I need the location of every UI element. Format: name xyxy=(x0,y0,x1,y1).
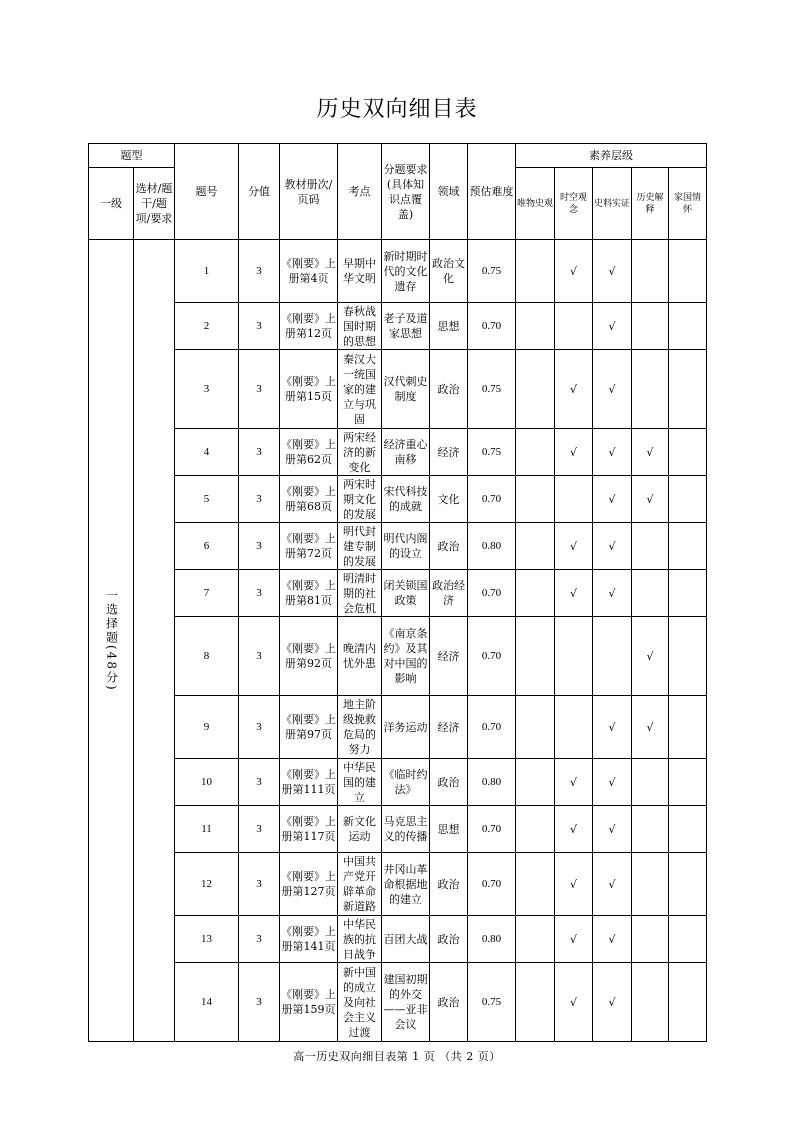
literacy-check xyxy=(669,916,707,963)
question-number: 6 xyxy=(175,523,239,570)
detail-table xyxy=(88,143,707,1042)
literacy-check xyxy=(632,570,669,617)
header-tihao: 题号 xyxy=(175,144,239,240)
literacy-check xyxy=(632,853,669,916)
literacy-check xyxy=(516,853,555,916)
literacy-check xyxy=(516,916,555,963)
table-row xyxy=(89,759,707,806)
header-jiaguo: 家国情怀 xyxy=(669,168,707,240)
table-row xyxy=(89,916,707,963)
header-suyang: 素养层级 xyxy=(516,144,707,168)
literacy-check xyxy=(593,617,632,696)
estimated-difficulty: 0.75 xyxy=(468,963,516,1042)
literacy-check xyxy=(669,853,707,916)
question-score: 3 xyxy=(239,570,280,617)
question-number: 3 xyxy=(175,350,239,429)
literacy-check: √ xyxy=(555,916,593,963)
literacy-check xyxy=(632,916,669,963)
question-number: 10 xyxy=(175,759,239,806)
table-row xyxy=(89,570,707,617)
literacy-check: √ xyxy=(593,350,632,429)
literacy-check xyxy=(516,617,555,696)
exam-point: 晚清内忧外患 xyxy=(338,617,382,696)
exam-point: 春秋战国时期的思想 xyxy=(338,303,382,350)
textbook-page: 《刚要》上册第141页 xyxy=(280,916,338,963)
literacy-check xyxy=(516,476,555,523)
question-score: 3 xyxy=(239,963,280,1042)
estimated-difficulty: 0.70 xyxy=(468,617,516,696)
question-score: 3 xyxy=(239,476,280,523)
question-score: 3 xyxy=(239,429,280,476)
exam-point: 中华民国的建立 xyxy=(338,759,382,806)
literacy-check xyxy=(516,759,555,806)
header-lingyu: 领域 xyxy=(430,144,468,240)
literacy-check xyxy=(555,696,593,759)
header-shiliao: 史料实证 xyxy=(593,168,632,240)
literacy-check: √ xyxy=(593,963,632,1042)
literacy-check: √ xyxy=(593,303,632,350)
knowledge-domain: 经济 xyxy=(430,617,468,696)
knowledge-domain: 政治 xyxy=(430,853,468,916)
literacy-check: √ xyxy=(593,523,632,570)
literacy-check xyxy=(632,523,669,570)
literacy-check xyxy=(516,570,555,617)
literacy-check xyxy=(516,806,555,853)
sub-requirement: 《南京条约》及其对中国的影响 xyxy=(382,617,430,696)
question-score: 3 xyxy=(239,916,280,963)
literacy-check xyxy=(669,429,707,476)
header-kaodian: 考点 xyxy=(338,144,382,240)
sub-requirement: 宋代科技的成就 xyxy=(382,476,430,523)
literacy-check: √ xyxy=(555,759,593,806)
textbook-page: 《刚要》上册第111页 xyxy=(280,759,338,806)
category-cell: 一选择题(48分) xyxy=(89,240,134,1042)
textbook-page: 《刚要》上册第68页 xyxy=(280,476,338,523)
textbook-page: 《刚要》上册第81页 xyxy=(280,570,338,617)
literacy-check xyxy=(669,476,707,523)
literacy-check: √ xyxy=(555,429,593,476)
literacy-check xyxy=(632,963,669,1042)
literacy-check xyxy=(669,523,707,570)
page-title: 历史双向细目表 xyxy=(316,97,478,122)
literacy-check xyxy=(555,476,593,523)
knowledge-domain: 政治 xyxy=(430,916,468,963)
literacy-check xyxy=(669,240,707,303)
literacy-check xyxy=(669,806,707,853)
literacy-check xyxy=(669,303,707,350)
literacy-check xyxy=(555,303,593,350)
question-number: 7 xyxy=(175,570,239,617)
knowledge-domain: 经济 xyxy=(430,429,468,476)
estimated-difficulty: 0.70 xyxy=(468,476,516,523)
knowledge-domain: 政治 xyxy=(430,963,468,1042)
sub-requirement: 洋务运动 xyxy=(382,696,430,759)
exam-point: 地主阶级挽救危局的努力 xyxy=(338,696,382,759)
table-row xyxy=(89,350,707,429)
exam-point: 两宋时期文化的发展 xyxy=(338,476,382,523)
table-row xyxy=(89,303,707,350)
literacy-check: √ xyxy=(632,617,669,696)
question-score: 3 xyxy=(239,806,280,853)
material-cell xyxy=(134,240,175,1042)
textbook-page: 《刚要》上册第15页 xyxy=(280,350,338,429)
literacy-check xyxy=(632,806,669,853)
literacy-check: √ xyxy=(632,429,669,476)
table-row xyxy=(89,240,707,303)
question-score: 3 xyxy=(239,759,280,806)
estimated-difficulty: 0.80 xyxy=(468,916,516,963)
header-yiji: 一级 xyxy=(89,168,134,240)
sub-requirement: 汉代刺史制度 xyxy=(382,350,430,429)
literacy-check xyxy=(632,350,669,429)
literacy-check xyxy=(669,350,707,429)
literacy-check: √ xyxy=(632,696,669,759)
literacy-check xyxy=(516,696,555,759)
sub-requirement: 闭关锁国政策 xyxy=(382,570,430,617)
literacy-check xyxy=(516,523,555,570)
header-shikong: 时空观念 xyxy=(555,168,593,240)
exam-point: 秦汉大一统国家的建立与巩固 xyxy=(338,350,382,429)
question-score: 3 xyxy=(239,240,280,303)
question-number: 4 xyxy=(175,429,239,476)
knowledge-domain: 文化 xyxy=(430,476,468,523)
estimated-difficulty: 0.70 xyxy=(468,806,516,853)
header-fenzhi: 分值 xyxy=(239,144,280,240)
knowledge-domain: 思想 xyxy=(430,806,468,853)
literacy-check: √ xyxy=(555,963,593,1042)
estimated-difficulty: 0.70 xyxy=(468,303,516,350)
exam-point: 两宋经济的新变化 xyxy=(338,429,382,476)
literacy-check: √ xyxy=(555,853,593,916)
textbook-page: 《刚要》上册第62页 xyxy=(280,429,338,476)
table-row xyxy=(89,806,707,853)
literacy-check xyxy=(669,696,707,759)
exam-point: 中国共产党开辟革命新道路 xyxy=(338,853,382,916)
estimated-difficulty: 0.80 xyxy=(468,759,516,806)
estimated-difficulty: 0.75 xyxy=(468,240,516,303)
literacy-check: √ xyxy=(593,696,632,759)
literacy-check xyxy=(669,759,707,806)
literacy-check xyxy=(516,963,555,1042)
literacy-check xyxy=(516,429,555,476)
literacy-check: √ xyxy=(555,350,593,429)
knowledge-domain: 经济 xyxy=(430,696,468,759)
page-footer: 高一历史双向细目表第 1 页 （共 2 页） xyxy=(293,1050,501,1063)
textbook-page: 《刚要》上册第92页 xyxy=(280,617,338,696)
textbook-page: 《刚要》上册第97页 xyxy=(280,696,338,759)
estimated-difficulty: 0.70 xyxy=(468,696,516,759)
textbook-page: 《刚要》上册第72页 xyxy=(280,523,338,570)
literacy-check: √ xyxy=(593,853,632,916)
knowledge-domain: 政治文化 xyxy=(430,240,468,303)
estimated-difficulty: 0.70 xyxy=(468,570,516,617)
textbook-page: 《刚要》上册第12页 xyxy=(280,303,338,350)
literacy-check xyxy=(632,240,669,303)
literacy-check: √ xyxy=(593,806,632,853)
knowledge-domain: 政治经济 xyxy=(430,570,468,617)
header-nandu: 预估难度 xyxy=(468,144,516,240)
exam-point: 明清时期的社会危机 xyxy=(338,570,382,617)
textbook-page: 《刚要》上册第127页 xyxy=(280,853,338,916)
question-number: 14 xyxy=(175,963,239,1042)
table-row xyxy=(89,696,707,759)
header-jieshi: 历史解释 xyxy=(632,168,669,240)
textbook-page: 《刚要》上册第159页 xyxy=(280,963,338,1042)
question-number: 2 xyxy=(175,303,239,350)
literacy-check: √ xyxy=(593,916,632,963)
header-fenti: 分题要求(具体知识点覆盖) xyxy=(382,144,430,240)
estimated-difficulty: 0.75 xyxy=(468,350,516,429)
table-row xyxy=(89,429,707,476)
estimated-difficulty: 0.70 xyxy=(468,853,516,916)
sub-requirement: 百团大战 xyxy=(382,916,430,963)
question-number: 11 xyxy=(175,806,239,853)
question-score: 3 xyxy=(239,696,280,759)
question-number: 13 xyxy=(175,916,239,963)
knowledge-domain: 政治 xyxy=(430,350,468,429)
sub-requirement: 《临时约法》 xyxy=(382,759,430,806)
sub-requirement: 老子及道家思想 xyxy=(382,303,430,350)
table-row xyxy=(89,523,707,570)
exam-point: 早期中华文明 xyxy=(338,240,382,303)
header-jiaocai: 教材册次/页码 xyxy=(280,144,338,240)
literacy-check: √ xyxy=(555,240,593,303)
literacy-check xyxy=(555,617,593,696)
table-row xyxy=(89,853,707,916)
exam-point: 新中国的成立及向社会主义过渡 xyxy=(338,963,382,1042)
question-score: 3 xyxy=(239,303,280,350)
literacy-check: √ xyxy=(593,240,632,303)
header-weiwu: 唯物史观 xyxy=(516,168,555,240)
question-number: 1 xyxy=(175,240,239,303)
question-number: 9 xyxy=(175,696,239,759)
table-row xyxy=(89,617,707,696)
literacy-check: √ xyxy=(593,476,632,523)
literacy-check xyxy=(669,963,707,1042)
literacy-check xyxy=(669,617,707,696)
literacy-check: √ xyxy=(632,476,669,523)
question-score: 3 xyxy=(239,350,280,429)
literacy-check xyxy=(516,350,555,429)
question-number: 5 xyxy=(175,476,239,523)
exam-point: 明代封建专制的发展 xyxy=(338,523,382,570)
exam-point: 新文化运动 xyxy=(338,806,382,853)
literacy-check: √ xyxy=(555,806,593,853)
literacy-check: √ xyxy=(593,429,632,476)
sub-requirement: 井冈山革命根据地的建立 xyxy=(382,853,430,916)
sub-requirement: 明代内阁的设立 xyxy=(382,523,430,570)
textbook-page: 《刚要》上册第117页 xyxy=(280,806,338,853)
estimated-difficulty: 0.75 xyxy=(468,429,516,476)
literacy-check xyxy=(669,570,707,617)
literacy-check xyxy=(632,759,669,806)
literacy-check: √ xyxy=(555,570,593,617)
header-tixing: 题型 xyxy=(89,144,175,168)
estimated-difficulty: 0.80 xyxy=(468,523,516,570)
table-row xyxy=(89,963,707,1042)
literacy-check xyxy=(516,240,555,303)
knowledge-domain: 政治 xyxy=(430,523,468,570)
header-row-1 xyxy=(89,144,707,168)
literacy-check: √ xyxy=(593,570,632,617)
literacy-check: √ xyxy=(593,759,632,806)
literacy-check: √ xyxy=(555,523,593,570)
question-score: 3 xyxy=(239,523,280,570)
question-number: 12 xyxy=(175,853,239,916)
exam-point: 中华民族的抗日战争 xyxy=(338,916,382,963)
question-number: 8 xyxy=(175,617,239,696)
knowledge-domain: 思想 xyxy=(430,303,468,350)
textbook-page: 《刚要》上册第4页 xyxy=(280,240,338,303)
question-score: 3 xyxy=(239,617,280,696)
sub-requirement: 马克思主义的传播 xyxy=(382,806,430,853)
sub-requirement: 经济重心南移 xyxy=(382,429,430,476)
sub-requirement: 建国初期的外交——亚非会议 xyxy=(382,963,430,1042)
literacy-check xyxy=(516,303,555,350)
header-xuancai: 选材/题干/题项/要求 xyxy=(134,168,175,240)
literacy-check xyxy=(632,303,669,350)
table-row xyxy=(89,476,707,523)
knowledge-domain: 政治 xyxy=(430,759,468,806)
question-score: 3 xyxy=(239,853,280,916)
sub-requirement: 新时期时代的文化遗存 xyxy=(382,240,430,303)
